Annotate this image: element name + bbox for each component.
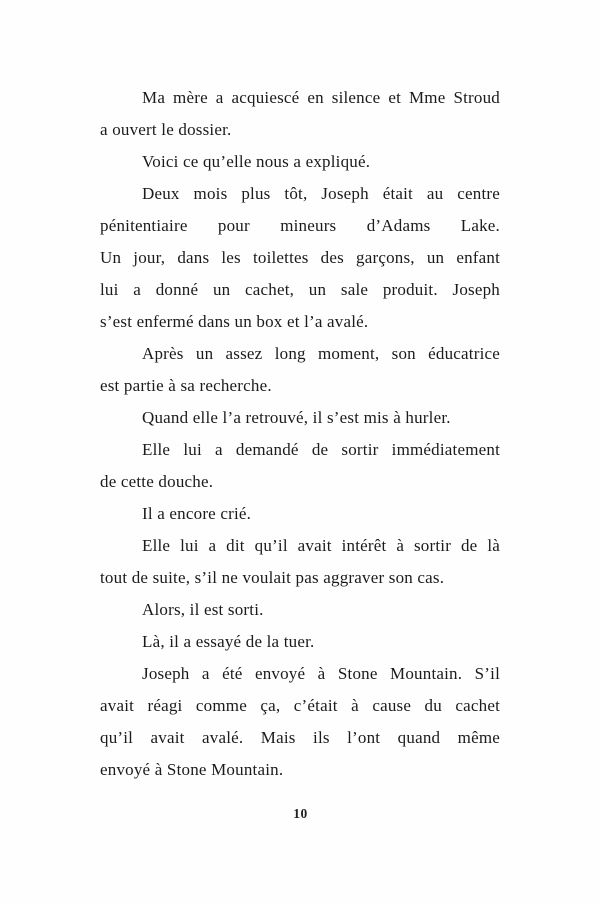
text-line: s’est enfermé dans un box et l’a avalé. (100, 312, 369, 331)
text-line: Là, il a essayé de la tuer. (142, 632, 315, 651)
text-line: est partie à sa recherche. (100, 376, 272, 395)
page-number: 10 (293, 806, 308, 821)
text-line: de cette douche. (100, 472, 214, 491)
text-line: Voici ce qu’elle nous a expliqué. (142, 152, 371, 171)
text-line: tout de suite, s’il ne voulait pas aggraver son cas. (100, 568, 445, 587)
text-block (100, 82, 500, 786)
text-line: Il a encore crié. (142, 504, 252, 523)
text-line: Elle lui a dit qu’il avait intérêt à sortir de là (142, 536, 500, 555)
text-line: lui a donné un cachet, un sale produit. Joseph (100, 280, 500, 299)
text-line: a ouvert le dossier. (100, 120, 232, 139)
text-line: Alors, il est sorti. (142, 600, 264, 619)
text-line: avait réagi comme ça, c’était à cause du cachet (100, 696, 500, 715)
text-line: Quand elle l’a retrouvé, il s’est mis à hurler. (142, 408, 451, 427)
text-line: Joseph a été envoyé à Stone Mountain. S’il (142, 664, 500, 683)
text-line: Un jour, dans les toilettes des garçons, un enfant (100, 248, 500, 267)
text-line: Ma mère a acquiescé en silence et Mme Stroud (142, 88, 500, 107)
text-line: qu’il avait avalé. Mais ils l’ont quand même (100, 728, 500, 747)
text-line: pénitentiaire pour mineurs d’Adams Lake. (100, 216, 500, 235)
text-line: Elle lui a demandé de sortir immédiatement (142, 440, 500, 459)
text-line: envoyé à Stone Mountain. (100, 760, 284, 779)
text-line: Après un assez long moment, son éducatrice (142, 344, 500, 363)
text-line: Deux mois plus tôt, Joseph était au centre (142, 184, 500, 203)
